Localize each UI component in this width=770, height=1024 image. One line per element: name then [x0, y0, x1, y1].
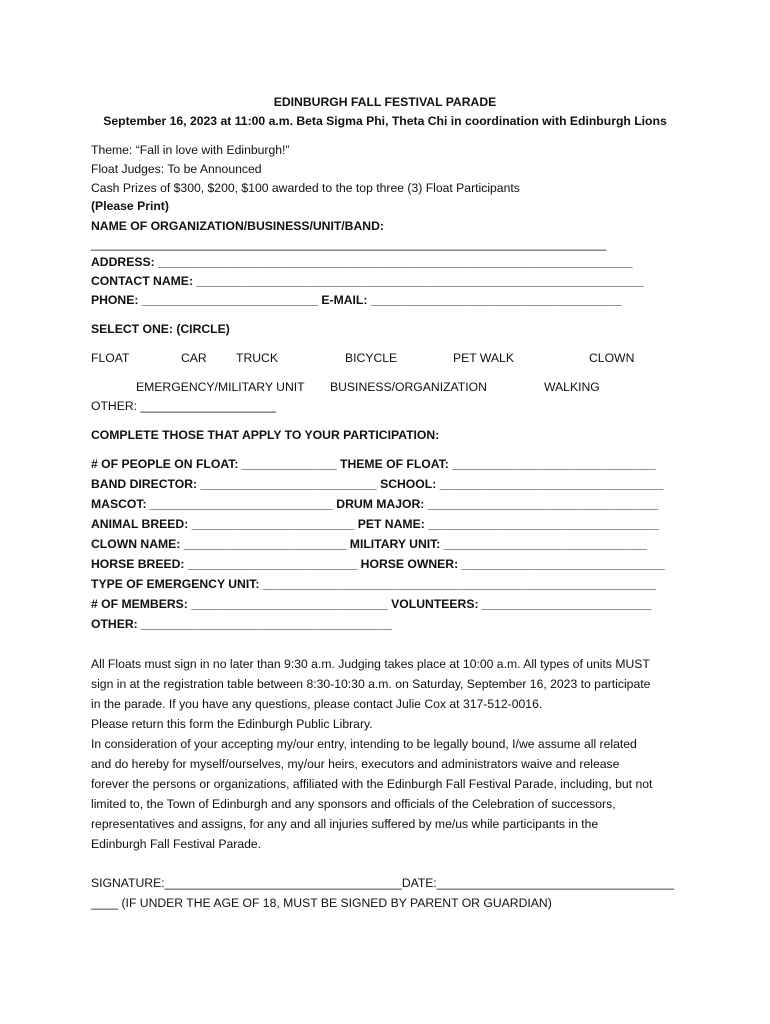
other-participation-field[interactable]: OTHER: _____________________________________: [91, 617, 392, 631]
mascot-drum-major-field[interactable]: MASCOT: ___________________________ DRUM MAJOR: __________________________________: [91, 497, 659, 511]
body-line: Edinburgh Fall Festival Parade.: [91, 837, 262, 851]
guardian-note: ____ (IF UNDER THE AGE OF 18, MUST BE SIGNED BY PARENT OR GUARDIAN): [91, 896, 552, 910]
other-option-field[interactable]: OTHER: ____________________: [91, 399, 276, 413]
body-line: sign in at the registration table between 8:30-10:30 a.m. on Saturday, September 16, 2023 to participate: [91, 677, 651, 691]
body-line: Please return this form the Edinburgh Public Library.: [91, 717, 373, 731]
option-float[interactable]: FLOAT: [91, 351, 130, 365]
phone-email-field[interactable]: PHONE: __________________________ E-MAIL: _____________________________________: [91, 293, 622, 307]
option-truck[interactable]: TRUCK: [236, 351, 278, 365]
people-theme-field[interactable]: # OF PEOPLE ON FLOAT: ______________ THEME OF FLOAT: ______________________________: [91, 457, 656, 471]
body-line: representatives and assigns, for any and all injuries suffered by me/us while participants in the: [91, 817, 599, 831]
body-line: All Floats must sign in no later than 9:30 a.m. Judging takes place at 10:00 a.m. All types of units MUST: [91, 657, 650, 671]
animal-pet-field[interactable]: ANIMAL BREED: ________________________ PET NAME: __________________________________: [91, 517, 659, 531]
signature-date-field[interactable]: SIGNATURE:___________________________________DATE:___________________________________: [91, 876, 675, 890]
body-line: in the parade. If you have any questions, please contact Julie Cox at 317-512-0016.: [91, 697, 543, 711]
option-emergency-military[interactable]: EMERGENCY/MILITARY UNIT: [136, 380, 305, 394]
organization-field[interactable]: ____________________________________________________________________________: [91, 237, 607, 251]
horse-field[interactable]: HORSE BREED: _________________________ HORSE OWNER: ______________________________: [91, 557, 665, 571]
select-one-label: SELECT ONE: (CIRCLE): [91, 322, 230, 336]
form-subtitle: September 16, 2023 at 11:00 a.m. Beta Sigma Phi, Theta Chi in coordination with Edinburgh Lions: [103, 114, 667, 128]
address-field[interactable]: ADDRESS: ______________________________________________________________________: [91, 255, 633, 269]
contact-name-field[interactable]: CONTACT NAME: __________________________________________________________________: [91, 274, 644, 288]
body-line: limited to, the Town of Edinburgh and any sponsors and officials of the Celebration of successors,: [91, 797, 616, 811]
theme-line: Theme: “Fall in love with Edinburgh!”: [91, 143, 290, 157]
option-car[interactable]: CAR: [181, 351, 207, 365]
body-line: In consideration of your accepting my/our entry, intending to be legally bound, I/we assume all related: [91, 737, 637, 751]
prizes-line: Cash Prizes of $300, $200, $100 awarded to the top three (3) Float Participants: [91, 181, 520, 195]
organization-label: NAME OF ORGANIZATION/BUSINESS/UNIT/BAND:: [91, 219, 384, 233]
please-print-note: (Please Print): [91, 199, 169, 213]
body-line: and do hereby for myself/ourselves, my/our heirs, executors and administrators waive and release: [91, 757, 620, 771]
form-title: EDINBURGH FALL FESTIVAL PARADE: [273, 95, 497, 109]
body-line: forever the persons or organizations, affiliated with the Edinburgh Fall Festival Parade, including, but not: [91, 777, 653, 791]
option-business-organization[interactable]: BUSINESS/ORGANIZATION: [330, 380, 487, 394]
band-school-field[interactable]: BAND DIRECTOR: __________________________ SCHOOL: _________________________________: [91, 477, 664, 491]
participation-label: COMPLETE THOSE THAT APPLY TO YOUR PARTICIPATION:: [91, 428, 440, 442]
option-bicycle[interactable]: BICYCLE: [345, 351, 398, 365]
clown-military-field[interactable]: CLOWN NAME: ________________________ MILITARY UNIT: ______________________________: [91, 537, 648, 551]
option-pet-walk[interactable]: PET WALK: [453, 351, 514, 365]
option-walking[interactable]: WALKING: [544, 380, 600, 394]
emergency-unit-field[interactable]: TYPE OF EMERGENCY UNIT: __________________________________________________________: [91, 577, 656, 591]
option-clown[interactable]: CLOWN: [589, 351, 635, 365]
members-volunteers-field[interactable]: # OF MEMBERS: _____________________________ VOLUNTEERS: _________________________: [91, 597, 652, 611]
judges-line: Float Judges: To be Announced: [91, 162, 262, 176]
